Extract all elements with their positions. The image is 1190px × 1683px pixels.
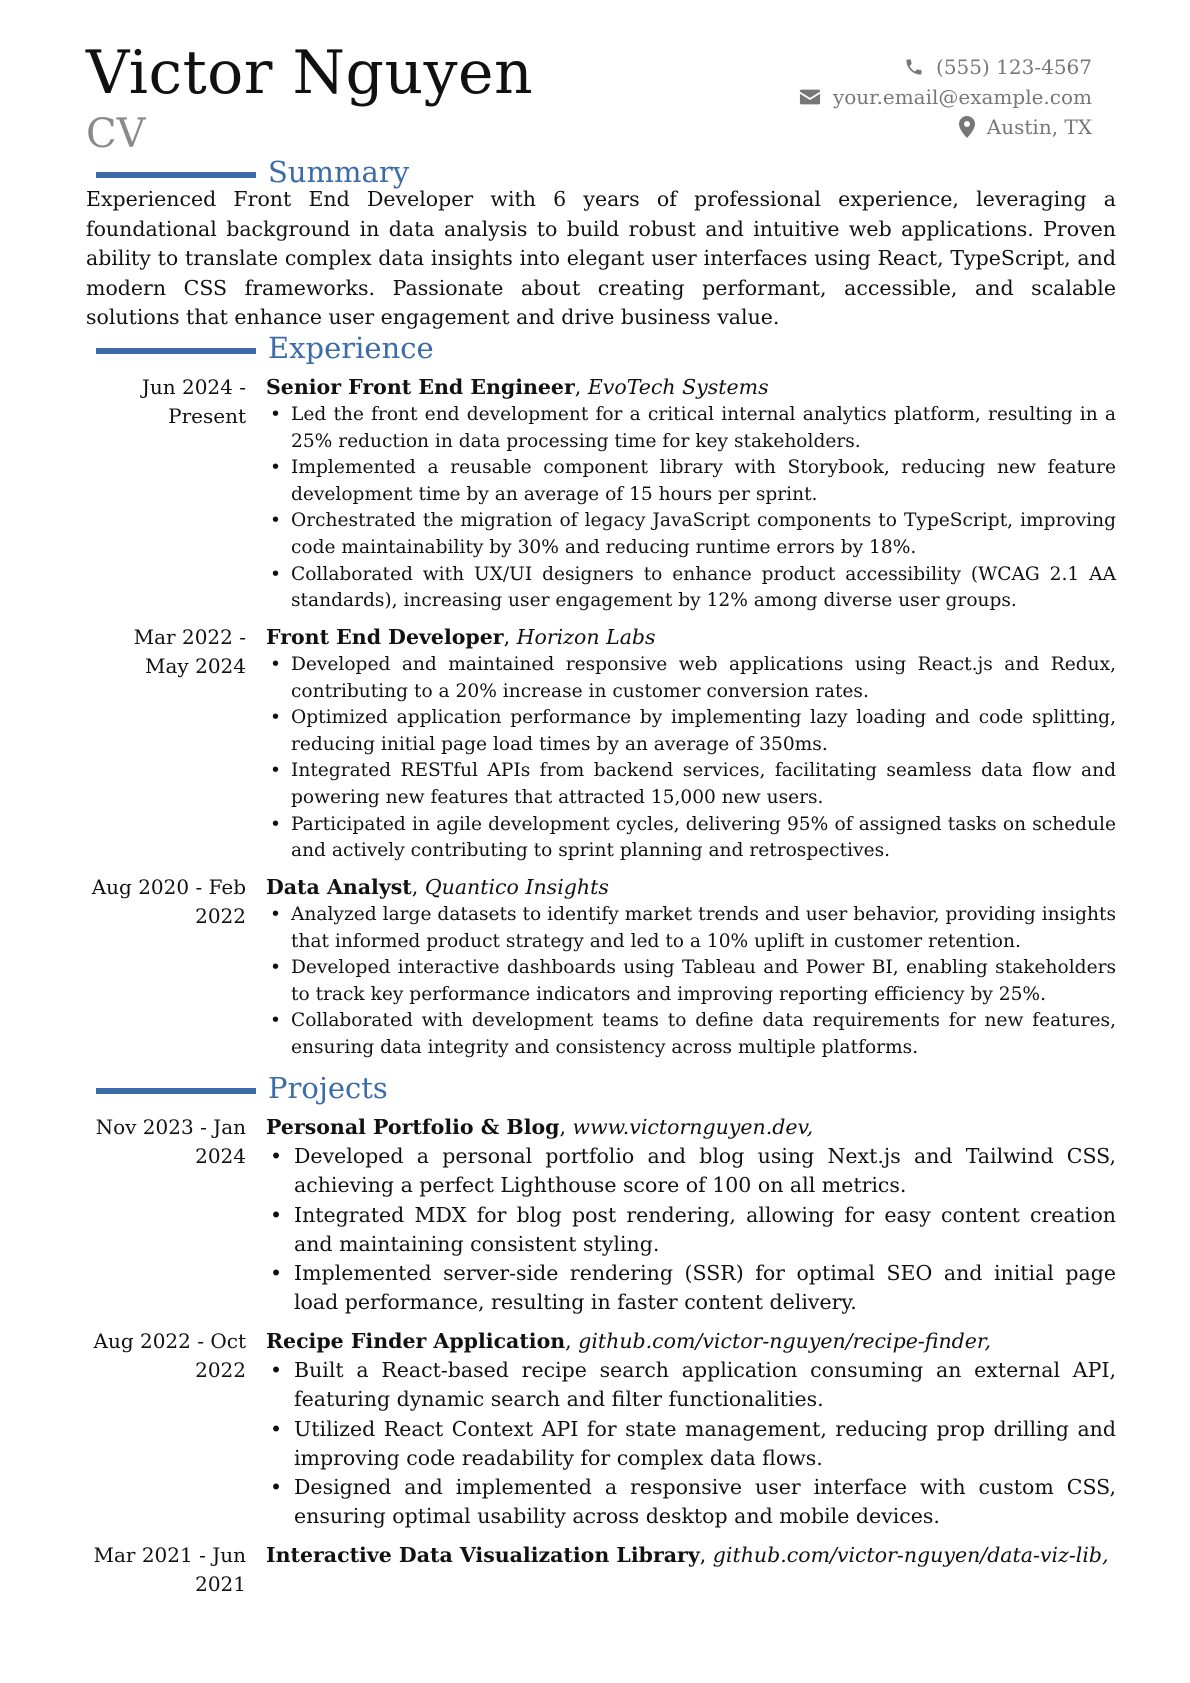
entry-bullets: [266, 652, 1116, 865]
phone-number[interactable]: (555) 123-4567: [936, 55, 1092, 79]
entry-title: Recipe Finder Application, github.com/victor-nguyen/recipe-finder,: [266, 1329, 991, 1353]
entry-title: Personal Portfolio & Blog, www.victornguyen.dev,: [266, 1115, 814, 1139]
project-name: Personal Portfolio & Blog: [266, 1115, 560, 1139]
project-link[interactable]: github.com/victor-nguyen/recipe-finder,: [578, 1329, 991, 1353]
bullet-item: • Built a React-based recipe search application consuming an external API, featuring dynamic search and filter functionalities.: [266, 1356, 1116, 1415]
entry-bullets: [266, 402, 1116, 615]
entry-date: Nov 2023 - Jan 2024: [95, 1115, 246, 1168]
entry-date: Mar 2022 - May 2024: [133, 625, 246, 678]
entry-title: Interactive Data Visualization Library, github.com/victor-nguyen/data-viz-lib,: [266, 1543, 1109, 1567]
entry-date: Jun 2024 - Present: [141, 375, 246, 428]
project-name: Recipe Finder Application: [266, 1329, 566, 1353]
bullet-item: • Collaborated with development teams to define data requirements for new features, ensuring data integrity and consistency across multiple platforms.: [266, 1008, 1116, 1061]
bullet-item: • Led the front end development for a critical internal analytics platform, resulting in a 25% reduction in data processing time for key stakeholders.: [266, 402, 1116, 455]
document-label: CV: [86, 111, 146, 157]
bullet-item: • Developed and maintained responsive web applications using React.js and Redux, contributing to a 20% increase in customer conversion rates.: [266, 652, 1116, 705]
entry-bullets: [266, 902, 1116, 1062]
section-title-summary: Summary: [268, 155, 410, 189]
phone-icon: [904, 57, 924, 77]
contact-email: [799, 82, 1092, 112]
bullet-item: • Developed a personal portfolio and blog using Next.js and Tailwind CSS, achieving a perfect Lighthouse score of 100 on all metrics.: [266, 1142, 1116, 1201]
project-name: Interactive Data Visualization Library: [266, 1543, 700, 1567]
bullet-item: • Integrated RESTful APIs from backend services, facilitating seamless data flow and powering new features that attracted 15,000 new users.: [266, 758, 1116, 811]
section-rule: [96, 348, 256, 354]
bullet-item: • Integrated MDX for blog post rendering, allowing for easy content creation and maintaining consistent styling.: [266, 1201, 1116, 1260]
location-text: Austin, TX: [986, 115, 1092, 139]
contact-block: [799, 52, 1092, 142]
bullet-item: • Analyzed large datasets to identify market trends and user behavior, providing insights that informed product strategy and led to a 10% uplift in customer retention.: [266, 902, 1116, 955]
entry-title: Data Analyst, Quantico Insights: [266, 875, 609, 899]
entry-org: EvoTech Systems: [587, 375, 769, 399]
projects-section-header: [96, 1070, 388, 1106]
project-link[interactable]: www.victornguyen.dev,: [572, 1115, 814, 1139]
section-title-experience: Experience: [268, 331, 434, 365]
bullet-item: • Collaborated with UX/UI designers to enhance product accessibility (WCAG 2.1 AA standards), increasing user engagement by 12% among diverse user groups.: [266, 562, 1116, 615]
entry-org: Quantico Insights: [424, 875, 609, 899]
entry-date: Aug 2020 - Feb 2022: [91, 875, 246, 928]
project-link[interactable]: github.com/victor-nguyen/data-viz-lib,: [712, 1543, 1109, 1567]
section-rule: [96, 1088, 256, 1094]
entry-role: Senior Front End Engineer: [266, 375, 575, 399]
email-address[interactable]: your.email@example.com: [832, 85, 1092, 109]
entry-date: Mar 2021 - Jun 2021: [93, 1543, 246, 1596]
bullet-item: • Developed interactive dashboards using Tableau and Power BI, enabling stakeholders to track key performance indicators and improving reporting efficiency by 25%.: [266, 955, 1116, 1008]
bullet-item: • Optimized application performance by implementing lazy loading and code splitting, reducing initial page load times by an average of 350ms.: [266, 705, 1116, 758]
bullet-item: • Orchestrated the migration of legacy JavaScript components to TypeScript, improving code maintainability by 30% and reducing runtime errors by 18%.: [266, 508, 1116, 561]
entry-title: Senior Front End Engineer, EvoTech Systems: [266, 375, 769, 399]
bullet-item: • Implemented server-side rendering (SSR) for optimal SEO and initial page load performance, resulting in faster content delivery.: [266, 1259, 1116, 1318]
envelope-icon: [799, 88, 821, 106]
bullet-item: • Utilized React Context API for state management, reducing prop drilling and improving code readability for complex data flows.: [266, 1415, 1116, 1474]
entry-role: Front End Developer: [266, 625, 504, 649]
contact-location: [799, 112, 1092, 142]
candidate-name: Victor Nguyen: [86, 38, 534, 108]
entry-title: Front End Developer, Horizon Labs: [266, 625, 656, 649]
map-marker-icon: [959, 116, 975, 138]
section-rule: [96, 172, 256, 178]
entry-role: Data Analyst: [266, 875, 412, 899]
bullet-item: • Participated in agile development cycles, delivering 95% of assigned tasks on schedule and actively contributing to sprint planning and retrospectives.: [266, 812, 1116, 865]
experience-section-header: [96, 330, 434, 366]
entry-org: Horizon Labs: [516, 625, 656, 649]
summary-text: Experienced Front End Developer with 6 years of professional experience, leveraging a foundational background in data analysis to build robust and intuitive web applications. Proven ability to translate complex data insights into elegant user interfaces using React, TypeScript, and modern CSS frameworks. Passionate about creating performant, accessible, and scalable solutions that enhance user engagement and drive business value.: [86, 187, 1116, 330]
contact-phone: [799, 52, 1092, 82]
section-title-projects: Projects: [268, 1071, 388, 1105]
entry-bullets: [266, 1356, 1116, 1532]
bullet-item: • Designed and implemented a responsive user interface with custom CSS, ensuring optimal usability across desktop and mobile devices.: [266, 1473, 1116, 1532]
entry-bullets: [266, 1142, 1116, 1318]
entry-date: Aug 2022 - Oct 2022: [93, 1329, 246, 1382]
bullet-item: • Implemented a reusable component library with Storybook, reducing new feature development time by an average of 15 hours per sprint.: [266, 455, 1116, 508]
